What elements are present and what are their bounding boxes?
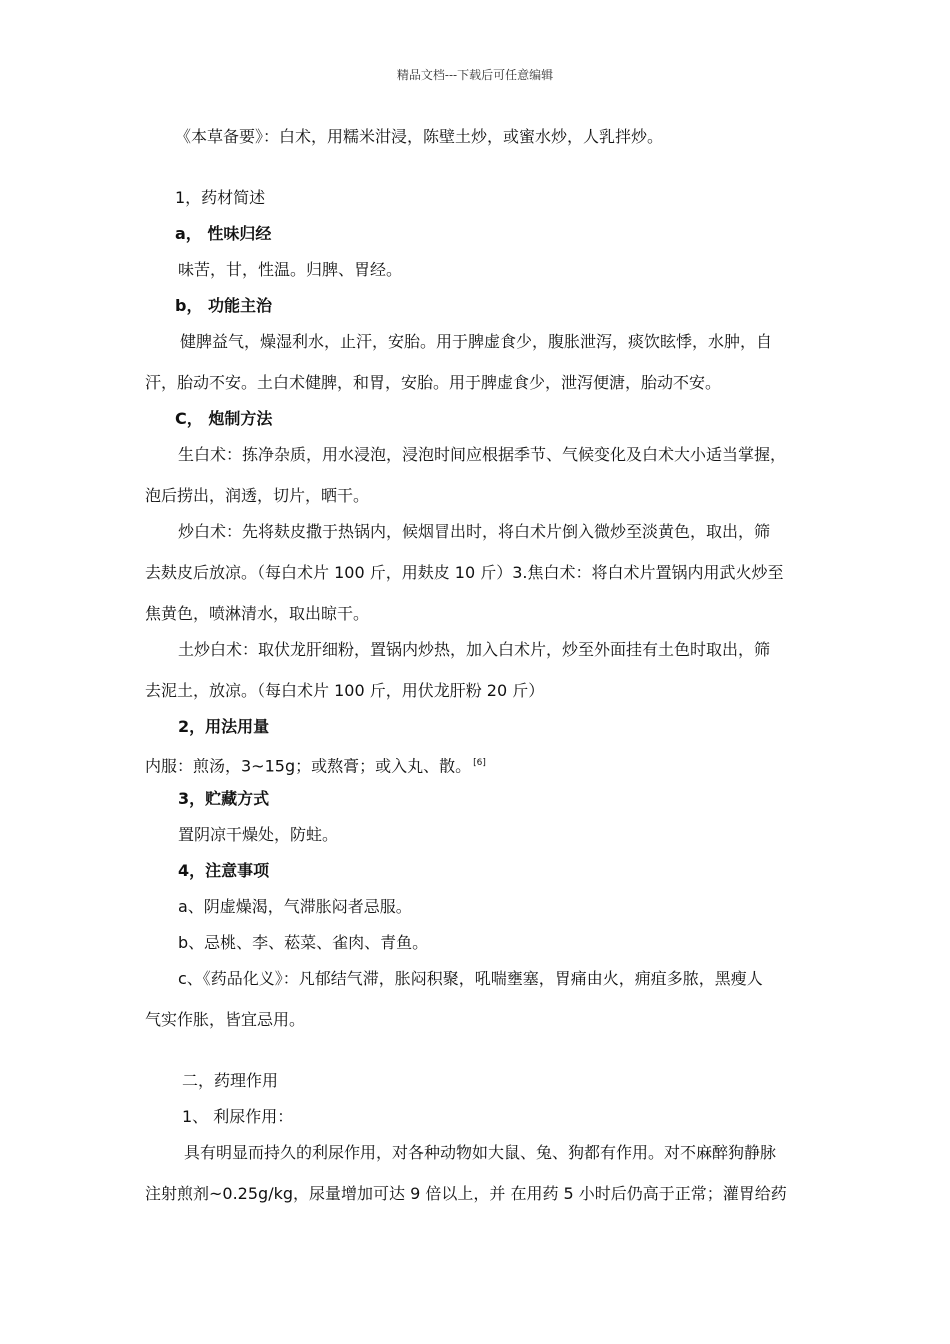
section-heading: 2，用法用量 [178, 717, 270, 736]
text-line: 味苦，甘，性温。归脾、胃经。 [178, 260, 403, 279]
text-line: b、忌桃、李、菘菜、雀肉、青鱼。 [178, 933, 429, 952]
text-line: 置阴凉干燥处，防蛀。 [178, 825, 339, 844]
text-line: 去泥土，放凉。（每白术片 100 斤，用伏龙肝粉 20 斤） [145, 681, 545, 700]
text-line: 土炒白术：取伏龙肝细粉，置锅内炒热，加入白术片，炒至外面挂有土色时取出，筛 [178, 640, 771, 659]
section-heading: 3，贮藏方式 [178, 789, 270, 808]
text-line: 《本草备要》：白术，用糯米泔浸，陈壁土炒，或蜜水炒，人乳拌炒。 [175, 127, 664, 146]
text-line: 生白术：拣净杂质，用水浸泡，浸泡时间应根据季节、气候变化及白术大小适当掌握， [178, 445, 787, 464]
subheading: C， 炮制方法 [175, 409, 273, 428]
section-heading: 1，药材简述 [175, 188, 266, 207]
subheading: a， 性味归经 [175, 224, 272, 243]
text-line: 气实作胀，皆宜忌用。 [145, 1010, 306, 1029]
citation-marker: [6] [473, 758, 486, 768]
section-heading: 二，药理作用 [182, 1071, 279, 1090]
text-line: 焦黄色，喷淋清水，取出晾干。 [145, 604, 370, 623]
text-line-body: 内服：煎汤，3~15g；或熬膏；或入丸、散。 [145, 756, 472, 776]
text-line: 泡后捞出，润透，切片，晒干。 [145, 486, 370, 505]
section-heading: 4，注意事项 [178, 861, 270, 880]
text-line: 健脾益气，燥湿利水，止汗，安胎。用于脾虚食少，腹胀泄泻，痰饮眩悸，水肿，自 [180, 332, 773, 351]
text-line: 汗，胎动不安。土白术健脾，和胃，安胎。用于脾虚食少，泄泻便溏，胎动不安。 [145, 373, 722, 392]
subheading: b， 功能主治 [175, 296, 273, 315]
text-line: 炒白术：先将麸皮撒于热锅内，候烟冒出时，将白术片倒入微炒至淡黄色，取出，筛 [178, 522, 771, 541]
subheading: 1、 利尿作用： [182, 1107, 294, 1126]
text-line [145, 753, 486, 776]
text-line: 具有明显而持久的利尿作用，对各种动物如大鼠、兔、狗都有作用。对不麻醉狗静脉 [184, 1143, 777, 1162]
text-line: 去麸皮后放凉。（每白术片 100 斤，用麸皮 10 斤）3.焦白术：将白术片置锅内用武火炒至 [145, 563, 784, 582]
text-line: 注射煎剂~0.25g/kg，尿量增加可达 9 倍以上，并 在用药 5 小时后仍高于正常；灌胃给药 [145, 1184, 787, 1203]
page-header: 精品文档---下载后可任意编辑 [396, 68, 554, 82]
text-line: c、《药品化义》：凡郁结气滞，胀闷积聚，吼喘壅塞，胃痛由火，痈疽多脓，黑瘦人 [178, 969, 763, 988]
text-line: a、阴虚燥渴，气滞胀闷者忌服。 [178, 897, 412, 916]
